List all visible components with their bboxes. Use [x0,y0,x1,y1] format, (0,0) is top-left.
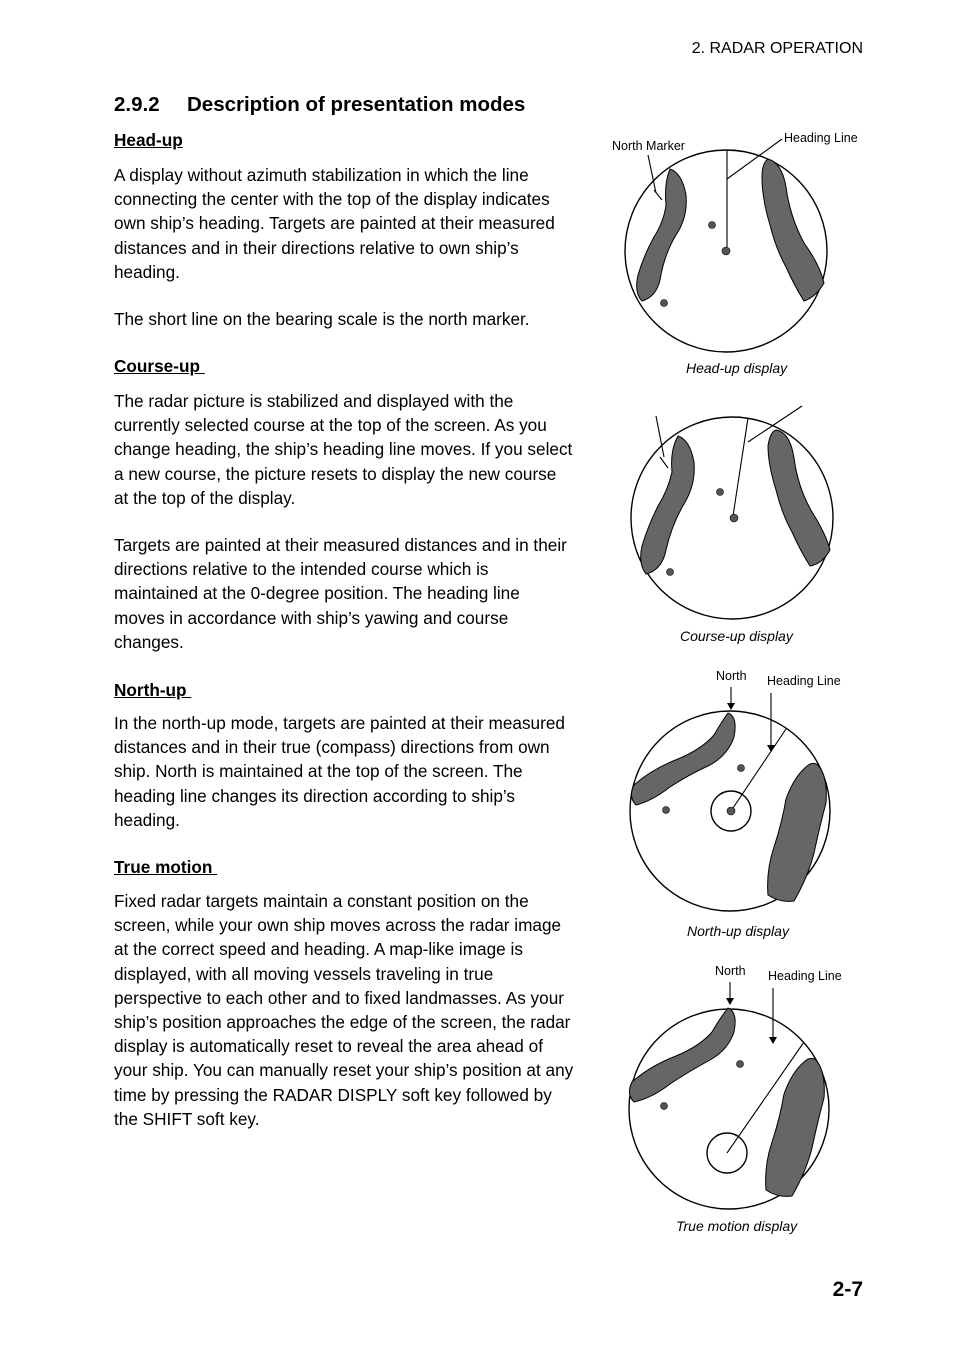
section-number: 2.9.2 [114,93,160,116]
target-echo-small [663,807,670,814]
subhead-true-motion: True motion [114,857,218,877]
landmass-left [637,169,687,301]
target-echo [737,1061,744,1068]
north-up-figure [590,665,880,920]
north-arrow-head [727,703,735,710]
landmass-right [768,430,830,566]
section-title [114,93,525,117]
paragraph-head-up-2: The short line on the bearing scale is the north marker. [114,309,530,329]
heading-line [733,418,748,516]
paragraph-true-motion-1: Fixed radar targets maintain a constant position on the screen, while your own ship moves across the radar image at the correct speed and heading. A map-like image is displayed, with all moving vessels traveling in true perspective to each other and to fixed landmasses. As your ship’s position approaches the edge of the screen, the radar display is automatically reset to reveal the area ahead of your ship. You can manually reset your ship’s position at any time by pressing the RADAR DISPLY soft key followed by the SHIFT soft key. [114,891,574,1129]
target-echo-small [661,300,668,307]
landmass-right [768,763,827,901]
landmass-left [631,713,735,805]
own-ship-echo [730,514,738,522]
north-marker-leader [648,155,656,193]
heading-line-label: Heading Line [784,131,858,145]
landmass-left [641,436,695,574]
target-echo-small [661,1103,668,1110]
section-heading-text: Description of presentation modes [187,93,526,116]
north-marker-tick [660,457,668,468]
course-up-figure [590,402,880,627]
target-echo [738,765,745,772]
heading-leader-head [769,1037,777,1044]
running-header: 2. RADAR OPERATION [691,40,863,57]
landmass-right [762,159,824,301]
own-ship-echo [722,247,730,255]
north-label: North [715,964,746,978]
north-marker-tick [654,190,662,200]
target-echo [717,489,724,496]
page-number: 2-7 [832,1278,863,1301]
head-up-caption: Head-up display [686,360,788,376]
true-motion-figure [590,960,880,1215]
course-up-caption: Course-up display [680,628,793,644]
north-arrow-head [726,998,734,1005]
target-echo-small [667,569,674,576]
north-label: North [716,669,747,683]
heading-line-label: Heading Line [767,674,841,688]
heading-line-label: Heading Line [768,969,842,983]
paragraph-north-up-1: In the north-up mode, targets are painted at their measured distances and in their true (compass) directions from own ship. North is maintained at the top of the screen. The heading line changes its direction according to ship’s heading. [114,713,565,830]
paragraph-course-up-1: The radar picture is stabilized and displayed with the currently selected course at the top of the screen. As you change heading, the ship’s heading line moves. If you select a new course, the picture resets to display the new course at the top of the display. [114,391,573,508]
subhead-north-up: North-up [114,680,192,700]
subhead-course-up: Course-up [114,356,205,376]
north-marker-label: North Marker [612,139,685,153]
true-motion-caption: True motion display [676,1218,798,1234]
subhead-head-up: Head-up [114,130,183,150]
paragraph-head-up-1: A display without azimuth stabilization in which the line connecting the center with the top of the display indicates own ship’s heading. Targets are painted at their measured distances and in their directions relative to own ship’s heading. [114,165,555,282]
north-up-caption: North-up display [687,923,789,939]
landmass-right [766,1058,825,1196]
head-up-figure [590,125,880,360]
target-echo [709,222,716,229]
own-ship-echo [727,807,735,815]
paragraph-course-up-2: Targets are painted at their measured distances and in their directions relative to the intended course which is maintained at the 0-degree position. The heading line moves in accordance with ship’s yawing and course changes. [114,535,567,652]
